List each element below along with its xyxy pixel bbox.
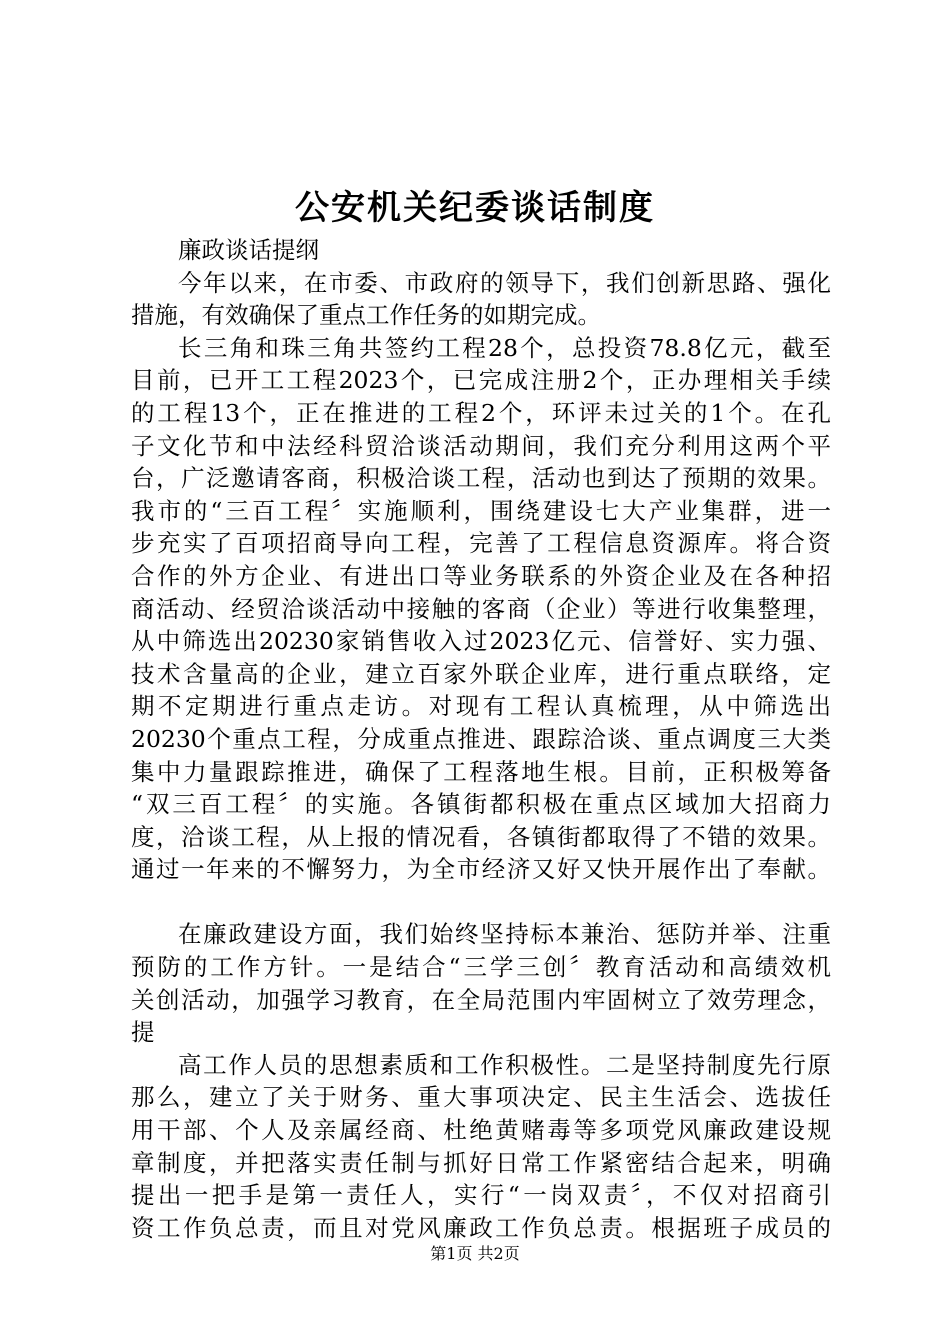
paragraph-line: 我市的“三百工程〞实施顺利，围绕建设七大产业集群，进一: [131, 496, 831, 525]
paragraph-line: 通过一年来的不懈努力，为全市经济又好又快开展作出了奉献。: [131, 855, 831, 884]
paragraph-line: 长三角和珠三角共签约工程28个，总投资78.8亿元，截至: [178, 333, 831, 362]
paragraph-line: 用干部、个人及亲属经商、杜绝黄赌毒等多项党风廉政建设规: [131, 1116, 831, 1145]
paragraph-line: 的工程13个，正在推进的工程2个，环评未过关的1个。在孔: [131, 398, 831, 427]
paragraph-line: 集中力量跟踪推进，确保了工程落地生根。目前，正积极筹备: [131, 757, 831, 786]
page-footer: 第1页 共2页: [430, 1244, 520, 1263]
section-heading: 廉政谈话提纲: [178, 236, 319, 264]
paragraph-line: 提: [131, 1018, 155, 1047]
paragraph-gap: [131, 886, 831, 919]
paragraph-line: 台，广泛邀请客商，积极洽谈工程，活动也到达了预期的效果。: [131, 464, 831, 493]
paragraph-line: 提出一把手是第一责任人，实行“一岗双责〞，不仅对招商引: [131, 1181, 831, 1210]
paragraph-line: 关创活动，加强学习教育，在全局范围内牢固树立了效劳理念，: [131, 985, 831, 1014]
paragraph-line: 章制度，并把落实责任制与抓好日常工作紧密结合起来，明确: [131, 1148, 831, 1177]
paragraph-line: 步充实了百项招商导向工程，完善了工程信息资源库。将合资: [131, 529, 831, 558]
document-title: 公安机关纪委谈话制度: [295, 188, 655, 228]
paragraph-line: 在廉政建设方面，我们始终坚持标本兼治、惩防并举、注重: [178, 920, 831, 949]
paragraph-line: 今年以来，在市委、市政府的领导下，我们创新思路、强化: [178, 268, 831, 297]
paragraph-line: “双三百工程〞的实施。各镇街都积极在重点区域加大招商力: [131, 790, 831, 819]
paragraph-line: 预防的工作方针。一是结合“三学三创〞教育活动和高绩效机: [131, 953, 831, 982]
paragraph-line: 措施，有效确保了重点工作任务的如期完成。: [131, 301, 601, 330]
paragraph-line: 度，洽谈工程，从上报的情况看，各镇街都取得了不错的效果。: [131, 822, 831, 851]
paragraph-line: 子文化节和中法经科贸洽谈活动期间，我们充分利用这两个平: [131, 431, 831, 460]
paragraph-line: 目前，已开工工程2023个，已完成注册2个，正办理相关手续: [131, 366, 831, 395]
paragraph-line: 20230个重点工程，分成重点推进、跟踪洽谈、重点调度三大类: [131, 724, 831, 753]
paragraph-line: 从中筛选出20230家销售收入过2023亿元、信誉好、实力强、: [131, 627, 831, 656]
paragraph-line: 商活动、经贸洽谈活动中接触的客商（企业）等进行收集整理，: [131, 594, 831, 623]
paragraph-line: 高工作人员的思想素质和工作积极性。二是坚持制度先行原: [178, 1050, 831, 1079]
paragraph-line: 资工作负总责，而且对党风廉政工作负总责。根据班子成员的: [131, 1213, 831, 1242]
document-body: [131, 234, 831, 1244]
paragraph-line: 合作的外方企业、有进出口等业务联系的外资企业及在各种招: [131, 561, 831, 590]
paragraph-line: 期不定期进行重点走访。对现有工程认真梳理，从中筛选出: [131, 692, 831, 721]
paragraph-line: 技术含量高的企业，建立百家外联企业库，进行重点联络，定: [131, 659, 831, 688]
paragraph-line: 那么，建立了关于财务、重大事项决定、民主生活会、选拔任: [131, 1083, 831, 1112]
